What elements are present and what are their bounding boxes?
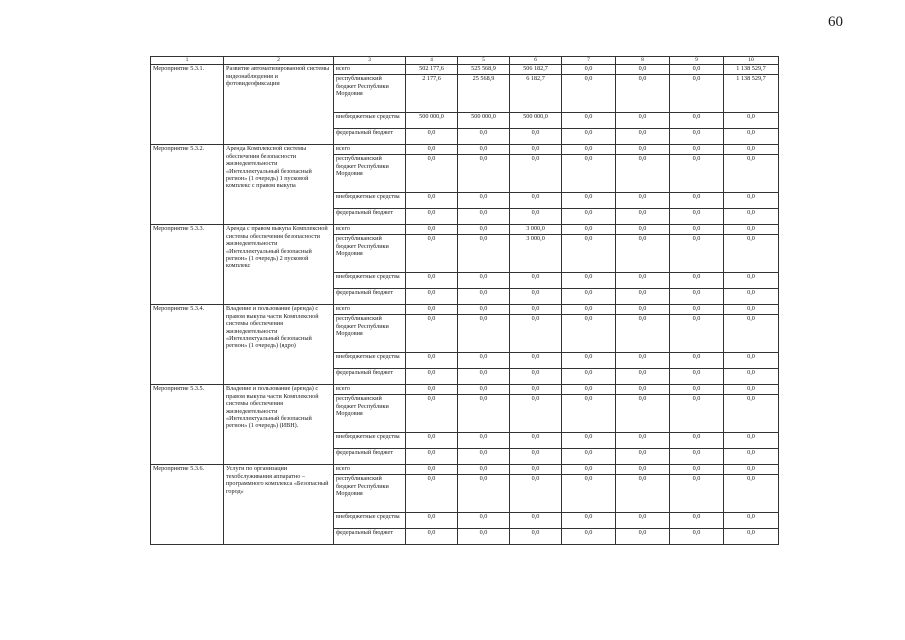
value-cell: 500 000,0 [510,112,562,128]
value-cell: 0,0 [458,154,510,192]
value-cell: 0,0 [724,128,779,144]
value-cell: 0,0 [724,112,779,128]
value-cell: 0,0 [406,272,458,288]
value-cell: 1 138 529,7 [724,64,779,74]
value-cell: 0,0 [724,224,779,234]
value-cell: 0,0 [458,448,510,464]
value-cell: 0,0 [670,272,724,288]
value-cell: 0,0 [562,74,616,112]
value-cell: 0,0 [670,74,724,112]
value-cell: 0,0 [406,208,458,224]
event-name-cell: Развитие автоматизированной системы видеонаблюдения и фотовидеофиксации [224,64,334,144]
value-cell: 0,0 [670,512,724,528]
value-cell: 0,0 [670,314,724,352]
value-cell: 0,0 [670,394,724,432]
value-cell: 0,0 [670,368,724,384]
column-header: 1 [151,57,224,65]
value-cell: 0,0 [406,474,458,512]
value-cell: 0,0 [406,368,458,384]
value-cell: 0,0 [406,128,458,144]
value-cell: 0,0 [724,234,779,272]
value-cell: 25 568,9 [458,74,510,112]
value-cell: 0,0 [724,464,779,474]
funding-source-cell: республиканский бюджет Республики Мордовия [334,314,406,352]
value-cell: 3 000,0 [510,234,562,272]
funding-source-cell: федеральный бюджет [334,528,406,544]
value-cell: 0,0 [562,224,616,234]
value-cell: 0,0 [616,128,670,144]
value-cell: 0,0 [406,288,458,304]
value-cell: 0,0 [724,368,779,384]
value-cell: 0,0 [458,144,510,154]
table-row [151,64,779,74]
value-cell: 0,0 [458,528,510,544]
value-cell: 500 000,0 [458,112,510,128]
value-cell: 6 182,7 [510,74,562,112]
value-cell: 0,0 [510,474,562,512]
value-cell: 0,0 [616,474,670,512]
value-cell: 0,0 [724,304,779,314]
table-row [151,144,779,154]
value-cell: 0,0 [562,352,616,368]
value-cell: 0,0 [616,234,670,272]
value-cell: 0,0 [724,314,779,352]
value-cell: 0,0 [458,208,510,224]
event-name-cell: Владение и пользование (аренда) с правом выкупа части Комплексной системы обеспечения жизнедеятельности «Интеллектуальный безопасный регион» (1 очередь) (ядро) [224,304,334,384]
funding-source-cell: всего [334,464,406,474]
value-cell: 0,0 [458,234,510,272]
value-cell: 0,0 [616,368,670,384]
table-row [151,384,779,394]
value-cell: 0,0 [616,384,670,394]
value-cell: 0,0 [616,448,670,464]
value-cell: 0,0 [616,288,670,304]
funding-source-cell: внебюджетные средства [334,432,406,448]
value-cell: 0,0 [562,288,616,304]
value-cell: 0,0 [670,144,724,154]
value-cell: 0,0 [562,528,616,544]
value-cell: 0,0 [616,512,670,528]
value-cell: 0,0 [616,528,670,544]
value-cell: 0,0 [670,384,724,394]
value-cell: 0,0 [724,384,779,394]
value-cell: 0,0 [670,304,724,314]
table-row [151,304,779,314]
value-cell: 0,0 [510,304,562,314]
value-cell: 0,0 [510,288,562,304]
value-cell: 0,0 [616,208,670,224]
value-cell: 0,0 [724,352,779,368]
value-cell: 0,0 [562,112,616,128]
header-row [151,57,779,65]
value-cell: 0,0 [670,528,724,544]
value-cell: 0,0 [510,384,562,394]
value-cell: 0,0 [458,384,510,394]
value-cell: 0,0 [562,154,616,192]
event-name-cell: Аренда с правом выкупа Комплексной системы обеспечения безопасности жизнедеятельности «Интеллектуальный безопасный регион» (1 очередь) 2 пусковой комплекс [224,224,334,304]
value-cell: 0,0 [616,112,670,128]
value-cell: 0,0 [616,304,670,314]
value-cell: 0,0 [562,512,616,528]
value-cell: 0,0 [562,384,616,394]
value-cell: 0,0 [724,394,779,432]
funding-source-cell: всего [334,224,406,234]
value-cell: 0,0 [562,234,616,272]
table-row [151,224,779,234]
value-cell: 0,0 [406,224,458,234]
funding-source-cell: внебюджетные средства [334,512,406,528]
value-cell: 0,0 [458,432,510,448]
table-body [151,64,779,544]
value-cell: 0,0 [616,464,670,474]
value-cell: 500 000,0 [406,112,458,128]
value-cell: 0,0 [616,272,670,288]
value-cell: 0,0 [616,192,670,208]
value-cell: 0,0 [510,512,562,528]
funding-source-cell: всего [334,144,406,154]
value-cell: 0,0 [458,368,510,384]
value-cell: 0,0 [724,272,779,288]
value-cell: 0,0 [670,432,724,448]
value-cell: 0,0 [458,288,510,304]
value-cell: 0,0 [616,352,670,368]
value-cell: 3 000,0 [510,224,562,234]
value-cell: 0,0 [510,394,562,432]
value-cell: 0,0 [510,314,562,352]
column-header: 9 [670,57,724,65]
event-id-cell: Мероприятие 5.3.4. [151,304,224,384]
event-id-cell: Мероприятие 5.3.6. [151,464,224,544]
value-cell: 0,0 [406,352,458,368]
value-cell: 0,0 [458,394,510,432]
column-header: 4 [406,57,458,65]
column-header: 7 [562,57,616,65]
value-cell: 0,0 [406,154,458,192]
funding-source-cell: внебюджетные средства [334,352,406,368]
value-cell: 0,0 [670,112,724,128]
value-cell: 0,0 [510,432,562,448]
value-cell: 0,0 [616,144,670,154]
value-cell: 0,0 [562,304,616,314]
funding-source-cell: всего [334,304,406,314]
value-cell: 0,0 [616,154,670,192]
value-cell: 0,0 [724,528,779,544]
value-cell: 0,0 [562,314,616,352]
event-id-cell: Мероприятие 5.3.1. [151,64,224,144]
value-cell: 0,0 [724,144,779,154]
value-cell: 0,0 [616,394,670,432]
event-id-cell: Мероприятие 5.3.5. [151,384,224,464]
funding-source-cell: федеральный бюджет [334,288,406,304]
value-cell: 0,0 [406,512,458,528]
value-cell: 502 177,6 [406,64,458,74]
value-cell: 0,0 [562,64,616,74]
value-cell: 0,0 [616,74,670,112]
value-cell: 0,0 [616,224,670,234]
value-cell: 0,0 [670,154,724,192]
value-cell: 0,0 [670,464,724,474]
value-cell: 0,0 [562,128,616,144]
value-cell: 0,0 [616,314,670,352]
value-cell: 0,0 [510,192,562,208]
value-cell: 0,0 [724,474,779,512]
value-cell: 0,0 [458,464,510,474]
funding-source-cell: внебюджетные средства [334,272,406,288]
funding-source-cell: федеральный бюджет [334,208,406,224]
value-cell: 0,0 [562,432,616,448]
value-cell: 0,0 [562,448,616,464]
value-cell: 0,0 [562,272,616,288]
value-cell: 0,0 [724,288,779,304]
value-cell: 0,0 [562,394,616,432]
value-cell: 0,0 [406,234,458,272]
column-header: 5 [458,57,510,65]
funding-source-cell: республиканский бюджет Республики Мордовия [334,74,406,112]
funding-source-cell: республиканский бюджет Республики Мордовия [334,474,406,512]
value-cell: 0,0 [406,384,458,394]
value-cell: 0,0 [406,192,458,208]
value-cell: 0,0 [510,272,562,288]
funding-source-cell: всего [334,384,406,394]
value-cell: 0,0 [724,192,779,208]
value-cell: 0,0 [406,304,458,314]
value-cell: 506 182,7 [510,64,562,74]
value-cell: 0,0 [406,448,458,464]
column-header: 10 [724,57,779,65]
funding-source-cell: республиканский бюджет Республики Мордовия [334,154,406,192]
value-cell: 0,0 [458,314,510,352]
value-cell: 0,0 [458,224,510,234]
value-cell: 0,0 [406,394,458,432]
value-cell: 0,0 [562,464,616,474]
value-cell: 0,0 [406,432,458,448]
event-name-cell: Аренда Комплексной системы обеспечения безопасности жизнедеятельности «Интеллектуальный безопасный регион» (1 очередь) 1 пусковой комплекс с правом выкупа [224,144,334,224]
value-cell: 0,0 [670,448,724,464]
budget-table [150,56,779,545]
value-cell: 0,0 [510,448,562,464]
value-cell: 0,0 [670,208,724,224]
value-cell: 0,0 [616,432,670,448]
value-cell: 0,0 [406,144,458,154]
value-cell: 0,0 [458,512,510,528]
value-cell: 0,0 [562,208,616,224]
value-cell: 0,0 [406,314,458,352]
value-cell: 0,0 [458,128,510,144]
value-cell: 0,0 [724,448,779,464]
value-cell: 0,0 [670,288,724,304]
column-header: 2 [224,57,334,65]
funding-source-cell: федеральный бюджет [334,128,406,144]
value-cell: 0,0 [510,352,562,368]
value-cell: 0,0 [510,208,562,224]
value-cell: 0,0 [458,272,510,288]
value-cell: 0,0 [670,128,724,144]
funding-source-cell: федеральный бюджет [334,448,406,464]
value-cell: 0,0 [562,368,616,384]
table-header [151,57,779,65]
value-cell: 0,0 [510,144,562,154]
funding-source-cell: внебюджетные средства [334,112,406,128]
value-cell: 0,0 [458,304,510,314]
event-id-cell: Мероприятие 5.3.2. [151,144,224,224]
event-name-cell: Услуги по организации техобслуживания аппаратно – программного комплекса «Безопасный город» [224,464,334,544]
value-cell: 0,0 [724,208,779,224]
page-number: 60 [828,14,843,30]
value-cell: 0,0 [406,464,458,474]
value-cell: 0,0 [406,528,458,544]
value-cell: 0,0 [458,192,510,208]
value-cell: 0,0 [562,474,616,512]
funding-source-cell: федеральный бюджет [334,368,406,384]
value-cell: 0,0 [510,128,562,144]
value-cell: 0,0 [670,352,724,368]
value-cell: 0,0 [670,192,724,208]
value-cell: 0,0 [670,64,724,74]
event-id-cell: Мероприятие 5.3.3. [151,224,224,304]
value-cell: 0,0 [458,474,510,512]
event-name-cell: Владение и пользование (аренда) с правом выкупа части Комплексной системы обеспечения жизнедеятельности «Интеллектуальный безопасный регион» (1 очередь) (ИВН). [224,384,334,464]
table-row [151,464,779,474]
value-cell: 0,0 [724,512,779,528]
column-header: 6 [510,57,562,65]
value-cell: 0,0 [724,432,779,448]
value-cell: 0,0 [562,144,616,154]
value-cell: 0,0 [562,192,616,208]
value-cell: 0,0 [670,474,724,512]
column-header: 3 [334,57,406,65]
value-cell: 0,0 [458,352,510,368]
value-cell: 0,0 [670,234,724,272]
value-cell: 0,0 [510,368,562,384]
value-cell: 1 138 529,7 [724,74,779,112]
funding-source-cell: республиканский бюджет Республики Мордовия [334,234,406,272]
value-cell: 0,0 [670,224,724,234]
value-cell: 0,0 [616,64,670,74]
funding-source-cell: республиканский бюджет Республики Мордовия [334,394,406,432]
column-header: 8 [616,57,670,65]
funding-source-cell: всего [334,64,406,74]
value-cell: 0,0 [724,154,779,192]
value-cell: 2 177,6 [406,74,458,112]
value-cell: 0,0 [510,154,562,192]
funding-source-cell: внебюджетные средства [334,192,406,208]
value-cell: 0,0 [510,528,562,544]
value-cell: 0,0 [510,464,562,474]
value-cell: 525 568,9 [458,64,510,74]
